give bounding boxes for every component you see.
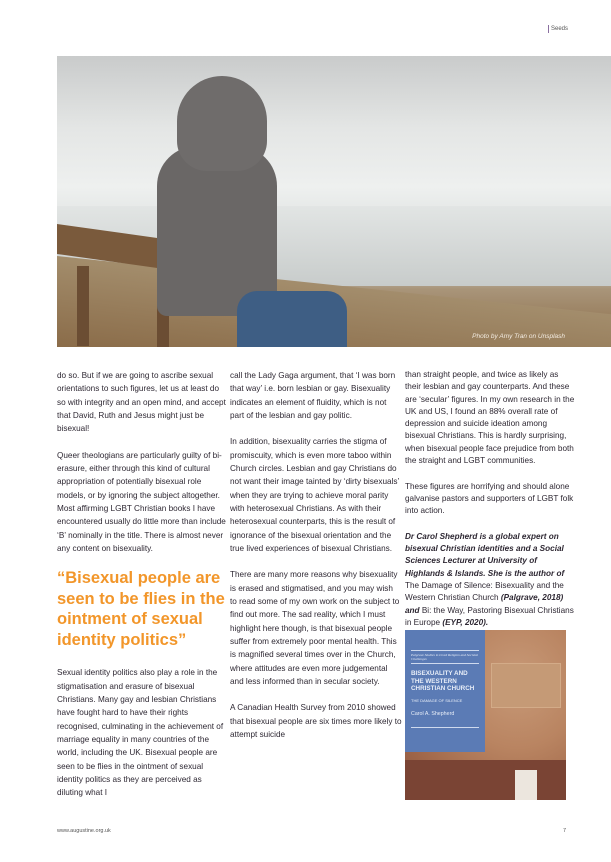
paragraph: do so. But if we are going to ascribe sexual orientations to such figures, let us at least do so with integrity and an open mind, and accept that David, Ruth and Jesus might just be bisexual!	[57, 371, 226, 434]
shirt	[405, 760, 566, 800]
book-series: Palgrave Studies in Lived Religion and Societal Challenges	[411, 650, 479, 664]
paragraph: Queer theologians are particularly guilty of bi-erasure, either through this kind of cultural appropriation of potentially bisexual role models, or by ignoring the subject altogether. Most affirming LGBT Christian books I have encountered usually do little more than include ‘B’ nominally in the title. There is almost never any content on bisexuality.	[57, 450, 226, 553]
book-title-1: The Damage of Silence: Bisexuality and the Western Christian Church	[405, 581, 564, 603]
bio-text: (Palgrave, 2018) and	[405, 593, 564, 615]
paragraph: call the Lady Gaga argument, that ‘I was born that way’ i.e. born lesbian or gay. Bisexuality indicates an element of fluidity, which is not part of the lesbian and gay politic.	[230, 371, 396, 420]
column-3	[405, 369, 575, 643]
photo-credit: Photo by Amy Tran on Unsplash	[472, 333, 565, 340]
bio-text: Dr Carol Shepherd is a global expert on bisexual Christian identities and a Social Sciences Lecturer at University of Highlands & Islands. She is the author of	[405, 531, 565, 578]
book-cover	[405, 630, 566, 800]
person-hood	[177, 76, 267, 171]
author-bio	[405, 531, 575, 629]
column-1	[57, 369, 229, 813]
person-jeans	[237, 291, 347, 347]
table-leg	[77, 266, 89, 346]
paragraph: These figures are horrifying and should alone galvanise pastors and supporters of LGBT folk into action.	[405, 481, 574, 516]
column-2	[230, 369, 402, 755]
bio-text: (EYP, 2020).	[440, 617, 489, 627]
book-title: BISEXUALITY AND THE WESTERN CHRISTIAN CHURCH	[411, 670, 475, 692]
cover-panel	[405, 630, 485, 752]
paragraph: than straight people, and twice as likely as their lesbian and gay counterparts. And these are ‘secular’ figures. In my own research in the UK and US, I found an 88% overall rate of depression and suicide ideation among bisexual Christians. This is hardly surprising, when bisexual people face prejudice from both the straight and LGBT communities.	[405, 370, 575, 466]
section-label: Seeds	[548, 25, 568, 33]
hero-photo	[57, 56, 611, 347]
page-number: 7	[563, 828, 567, 834]
paragraph: There are many more reasons why bisexuality is erased and stigmatised, and you may wish to read some of my own work on the subject to find out more. The sad reality, which I must highlight here though, is that bisexual people suffer from extremely poor mental health. This is magnified several times over in the Church, where attitudes are even more judgemental and less informed than in secular society.	[230, 570, 400, 686]
pull-quote: “Bisexual people are seen to be flies in the ointment of sexual identity politics”	[57, 569, 225, 649]
book-author: Carol A. Shepherd	[411, 711, 479, 728]
tape-over-mouth	[491, 663, 561, 708]
paragraph: A Canadian Health Survey from 2010 showed that bisexual people are six times more likely to attempt suicide	[230, 703, 402, 740]
clerical-collar	[515, 770, 537, 800]
footer-url[interactable]: www.augustine.org.uk	[57, 828, 111, 834]
paragraph: Sexual identity politics also play a role in the stigmatisation and erasure of bisexual Christians. Many gay and lesbian Christians have fought hard to have their rights recognised, culminating in the achievement of marriage equality in many countries of the world, including the UK. Bisexual people are seen to be flies in the ointment of sexual identity politics as they are perceived as diluting what I	[57, 668, 224, 798]
paragraph: In addition, bisexuality carries the stigma of promiscuity, which is even more taboo within Church circles. Lesbian and gay Christians do not want their image tainted by ‘dirty bisexuals’ when they are trying to achieve moral parity with heterosexual Christians. As with their heterosexual counterparts, this is the result of ignorance of the bisexual orientation and the true lived experiences of bisexual Christians.	[230, 437, 399, 553]
book-title-2: Bi: the Way, Pastoring Bisexual Christians in Europe	[405, 605, 574, 627]
book-subtitle: THE DAMAGE OF SILENCE	[411, 697, 463, 703]
